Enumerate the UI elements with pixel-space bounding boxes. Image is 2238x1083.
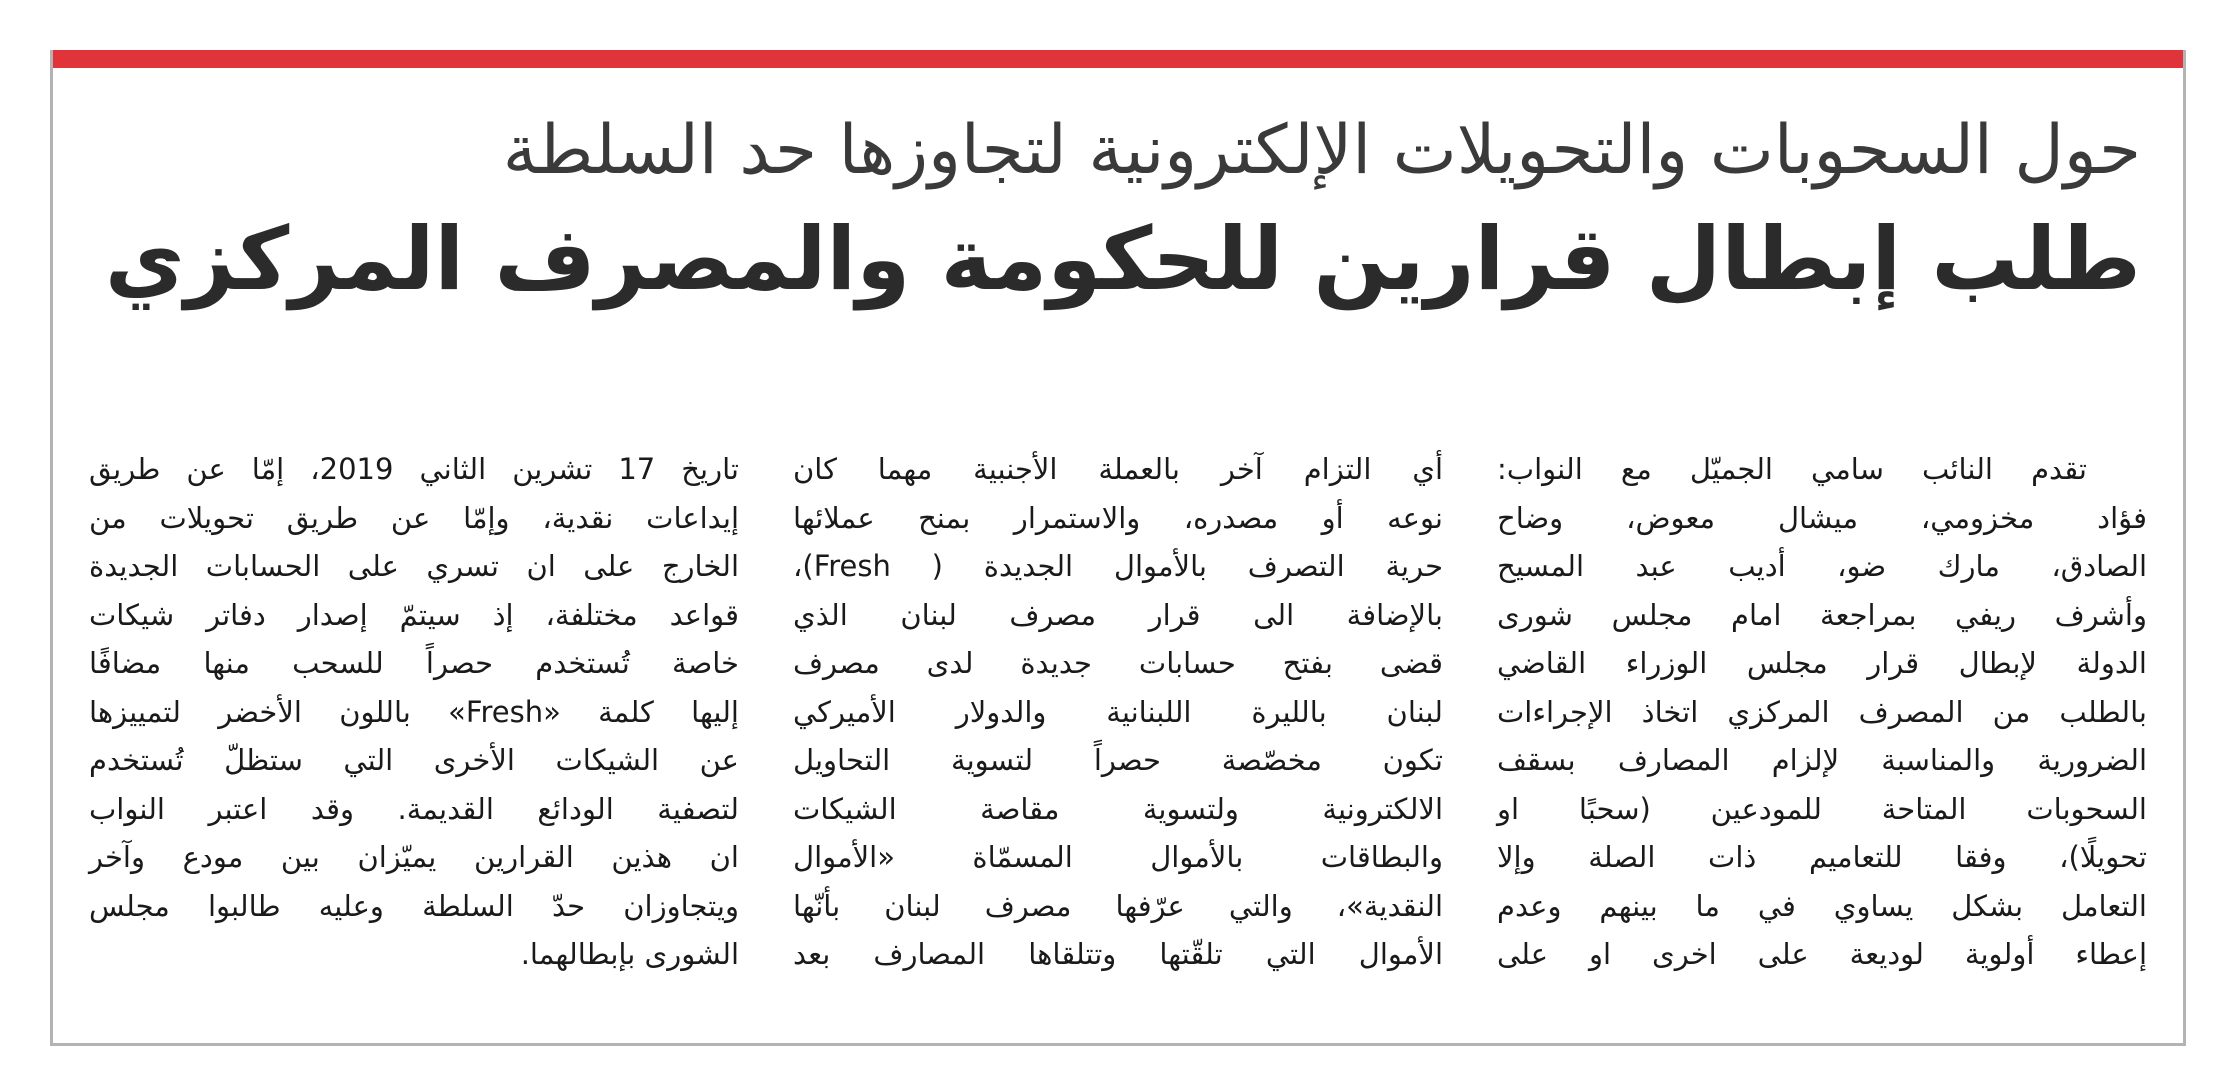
body-line: فؤاد مخزومي، ميشال معوض، وضاح <box>1497 500 2147 535</box>
body-line: السحوبات المتاحة للمودعين (سحبًا او <box>1497 791 2147 826</box>
body-column-3 <box>89 445 739 1045</box>
body-line: إليها كلمة «Fresh» باللون الأخضر لتمييزها <box>89 694 739 729</box>
body-line: ويتجاوزان حدّ السلطة وعليه طالبوا مجلس <box>89 888 739 923</box>
body-line: الالكترونية ولتسوية مقاصة الشيكات <box>793 791 1443 826</box>
body-line: بالإضافة الى قرار مصرف لبنان الذي <box>793 597 1443 632</box>
body-line: وأشرف ريفي بمراجعة امام مجلس شورى <box>1497 597 2147 632</box>
body-line: الضرورية والمناسبة لإلزام المصارف بسقف <box>1497 743 2147 777</box>
body-line: إعطاء أولوية لوديعة على اخرى او على <box>1497 937 2147 971</box>
article-body <box>89 445 2147 1045</box>
body-line: ان هذين القرارين يميّزان بين مودع وآخر <box>89 840 739 874</box>
body-line: النقدية»، والتي عرّفها مصرف لبنان بأنّها <box>793 888 1443 923</box>
body-line: قواعد مختلفة، إذ سيتمّ إصدار دفاتر شيكات <box>89 597 739 632</box>
body-line: بالطلب من المصرف المركزي اتخاذ الإجراءات <box>1497 694 2147 729</box>
body-line: قضى بفتح حسابات جديدة لدى مصرف <box>793 646 1443 680</box>
body-line: تقدم النائب سامي الجميّل مع النواب: <box>1497 452 2087 486</box>
body-line: تاريخ 17 تشرين الثاني 2019، إمّا عن طريق <box>89 452 740 486</box>
body-line: خاصة تُستخدم حصراً للسحب منها مضافًا <box>89 646 739 680</box>
body-line: إيداعات نقدية، وإمّا عن طريق تحويلات من <box>89 500 739 535</box>
body-line: الخارج على ان تسري على الحسابات الجديدة <box>89 549 739 583</box>
body-line: حرية التصرف بالأموال الجديدة ( Fresh)، <box>793 549 1443 583</box>
accent-bar <box>53 50 2183 68</box>
body-line: أي التزام آخر بالعملة الأجنبية مهما كان <box>793 452 1443 486</box>
article-frame <box>50 50 2186 1046</box>
body-line: نوعه أو مصدره، والاستمرار بمنح عملائها <box>793 500 1443 535</box>
body-line: التعامل بشكل يساوي في ما بينهم وعدم <box>1497 888 2147 923</box>
body-column-1 <box>1497 445 2147 1045</box>
headline-block <box>83 108 2153 311</box>
body-line: الصادق، مارك ضو، أديب عبد المسيح <box>1497 549 2147 583</box>
article-subhead: حول السحوبات والتحويلات الإلكترونية لتجاوزها حد السلطة <box>502 111 2141 190</box>
article-headline: طلب إبطال قرارين للحكومة والمصرف المركزي <box>104 208 2141 310</box>
body-line: لتصفية الودائع القديمة. وقد اعتبر النواب <box>89 791 739 826</box>
body-line: الدولة لإبطال قرار مجلس الوزراء القاضي <box>1497 646 2147 680</box>
body-line: عن الشيكات الأخرى التي ستظلّ تُستخدم <box>89 743 739 777</box>
body-line: لبنان بالليرة اللبنانية والدولار الأميركي <box>793 694 1443 729</box>
body-line: والبطاقات بالأموال المسمّاة «الأموال <box>793 840 1443 874</box>
body-line: الشورى بإبطالهما. <box>520 937 739 971</box>
body-line: تكون مخصّصة حصراً لتسوية التحاويل <box>793 743 1443 777</box>
body-line: الأموال التي تلقّتها وتتلقاها المصارف بعد <box>793 937 1443 971</box>
body-line: تحويلًا)، وفقا للتعاميم ذات الصلة وإلا <box>1497 840 2147 874</box>
body-column-2 <box>793 445 1443 1045</box>
